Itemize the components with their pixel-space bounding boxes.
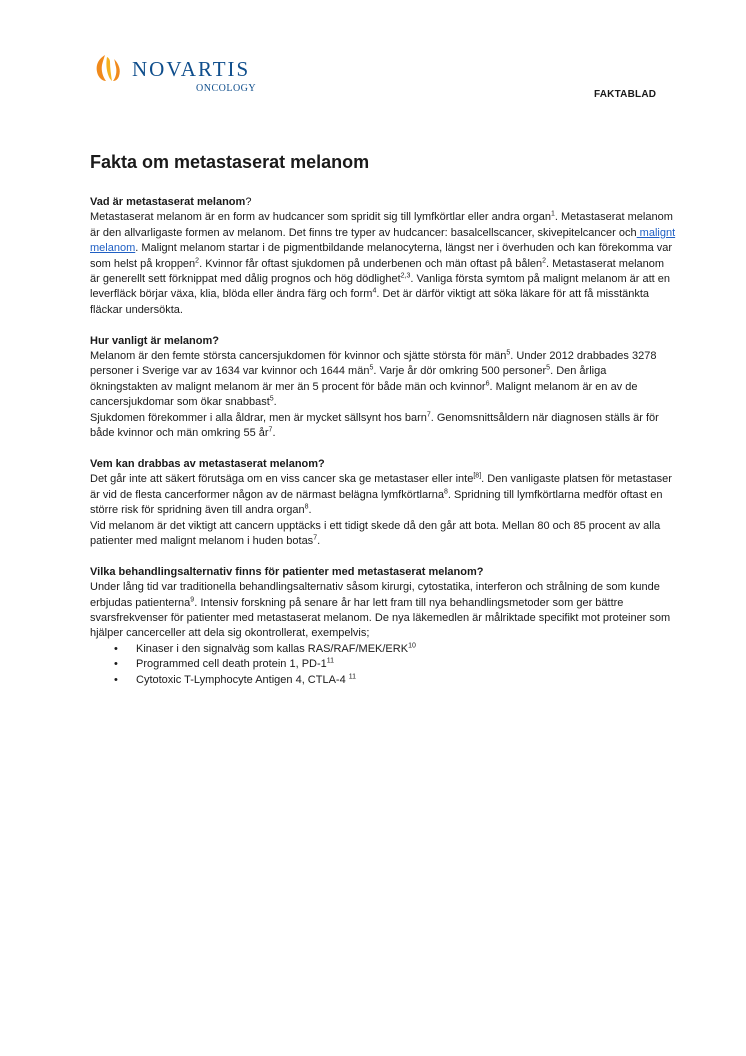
section-paragraph <box>90 580 676 642</box>
text-segment: Metastaserat melanom är en form av hudcancer som spridit sig till lymfkörtlar eller andra organ <box>90 211 551 224</box>
footnote-ref: 10 <box>408 642 416 650</box>
brand-subtitle: ONCOLOGY <box>196 83 257 94</box>
text-segment: . <box>272 427 276 440</box>
footnote-ref: 7 <box>268 426 273 434</box>
footnote-ref: 4 <box>372 287 377 295</box>
footnote-ref: 8 <box>444 488 448 496</box>
list-item-text: Cytotoxic T-Lymphocyte Antigen 4, CTLA-4 <box>136 673 349 686</box>
section-prevalence <box>90 334 676 442</box>
footnote-ref: 7 <box>313 534 318 542</box>
text-segment: . <box>317 534 321 547</box>
text-segment: . Metastaserat melanom är den allvarligaste formen av melanom. Det finns tre typer av hudcancer: basalcellscancer, skivepitelcancer och <box>90 211 673 239</box>
footnote-ref: 7 <box>426 411 431 419</box>
brand-name: NOVARTIS <box>132 57 251 81</box>
section-treatments <box>90 565 676 688</box>
document-body <box>90 195 676 703</box>
footnote-ref: 5 <box>269 395 274 403</box>
footnote-ref: 9 <box>190 595 195 603</box>
list-item-text: Kinaser i den signalväg som kallas RAS/RAF/MEK/ERK <box>136 642 409 655</box>
footnote-ref: 2 <box>542 256 547 264</box>
footnote-ref: [8] <box>473 472 482 480</box>
footnote-ref: 6 <box>485 380 490 388</box>
text-segment: . Varje år dör omkring 500 personer <box>373 365 547 378</box>
section-paragraph <box>90 210 676 318</box>
text-segment: . Intensiv forskning på senare år har lett fram till nya behandlingsmetoder som ger bättre svarsfrekvenser för patienter med metastaserat melanom. De nya läkemedlen är målriktade specifikt mot proteiner som hjälper cancerceller att dela sig okontrollerat, exempelvis; <box>90 596 671 640</box>
text-segment: . Malignt melanom startar i de pigmentbildande melanocyterna, längst ner i överhuden och kan förekomma var som helst på kroppen <box>90 242 673 270</box>
novartis-flame-logo-icon <box>92 53 126 83</box>
text-segment: . Malignt melanom är en av de cancersjukdomar som ökar snabbast <box>90 380 638 409</box>
list-item <box>136 673 676 688</box>
footnote-ref: 11 <box>326 657 335 665</box>
text-segment: . Genomsnittsåldern när diagnosen ställs är för både kvinnor och män omkring 55 år <box>90 411 659 440</box>
section-paragraph <box>90 349 676 411</box>
section-heading <box>90 195 676 210</box>
text-segment: . Kvinnor får oftast sjukdomen på underbenen och män oftast på bålen <box>199 257 543 270</box>
novartis-oncology-logo <box>92 52 292 100</box>
footnote-ref: 8 <box>304 503 309 511</box>
section-paragraph <box>90 519 676 550</box>
section-heading: Vem kan drabbas av metastaserat melanom? <box>90 457 325 470</box>
text-segment: . Den vanligaste platsen för metastaser är vid de flesta cancerformer någon av de närmast belägna lymfkörtlarna <box>90 473 672 501</box>
text-segment: . Det är därför viktigt att söka läkare för att få misstänkta fläckar undersökta. <box>90 288 650 316</box>
heading-tail: ? <box>245 196 252 208</box>
document-type-label: FAKTABLAD <box>594 89 657 100</box>
text-segment: . Under 2012 drabbades 3278 personer i Sverige var av 1634 var kvinnor och 1644 män <box>90 350 657 378</box>
list-item-text: Programmed cell death protein 1, PD-1 <box>136 658 327 671</box>
footnote-ref: 5 <box>506 349 511 357</box>
section-what-is <box>90 195 676 318</box>
list-item <box>136 657 676 672</box>
text-segment: Sjukdomen förekommer i alla åldrar, men är mycket sällsynt hos barn <box>90 411 427 424</box>
text-segment: . <box>308 504 312 517</box>
heading-text: Vad är metastaserat melanom <box>90 196 246 208</box>
list-item <box>136 642 676 657</box>
text-segment: . Spridning till lymfkörtlarna medför oftast en större risk för spridning även till andra organ <box>90 488 663 517</box>
footnote-ref: 5 <box>369 364 374 372</box>
text-segment: . Vanliga första symtom på malignt melanom är att en leverfläck börjar växa, klia, blöda eller ändra färg och form <box>90 273 671 301</box>
footnote-ref: 2 <box>195 256 200 264</box>
text-segment: . Metastaserat melanom är generellt sett förknippat med dålig prognos och hög dödlighet <box>90 257 665 286</box>
section-paragraph <box>90 472 676 518</box>
text-segment: . <box>273 396 277 409</box>
treatment-target-list <box>90 642 676 688</box>
text-segment: . Den årliga ökningstakten av malignt melanom är mer än 5 procent för både män och kvinnor <box>90 365 607 393</box>
text-segment: Vid melanom är det viktigt att cancern upptäcks i ett tidigt skede då den går att bota. Mellan 80 och 85 procent av alla patienter med malignt melanom i huden botas <box>90 519 661 547</box>
page-title: Fakta om metastaserat melanom <box>90 152 370 172</box>
section-heading: Hur vanligt är melanom? <box>90 334 219 347</box>
text-segment: Det går inte att säkert förutsäga om en viss cancer ska ge metastaser eller inte <box>90 473 474 486</box>
section-paragraph <box>90 411 676 442</box>
footnote-ref: 11 <box>348 672 357 680</box>
footnote-ref: 5 <box>546 364 551 372</box>
text-segment: Under lång tid var traditionella behandlingsalternativ såsom kirurgi, cytostatika, interferon och strålning de som kunde erbjudas patienterna <box>90 581 660 609</box>
section-heading: Vilka behandlingsalternativ finns för patienter med metastaserat melanom? <box>90 565 484 578</box>
malignt-melanom-link[interactable]: malignt melanom <box>90 226 676 255</box>
text-segment: Melanom är den femte största cancersjukdomen för kvinnor och sjätte största för män <box>90 350 507 363</box>
section-who-affected <box>90 457 676 549</box>
footnote-ref: 1 <box>550 210 555 218</box>
footnote-ref: 2,3 <box>400 272 411 280</box>
